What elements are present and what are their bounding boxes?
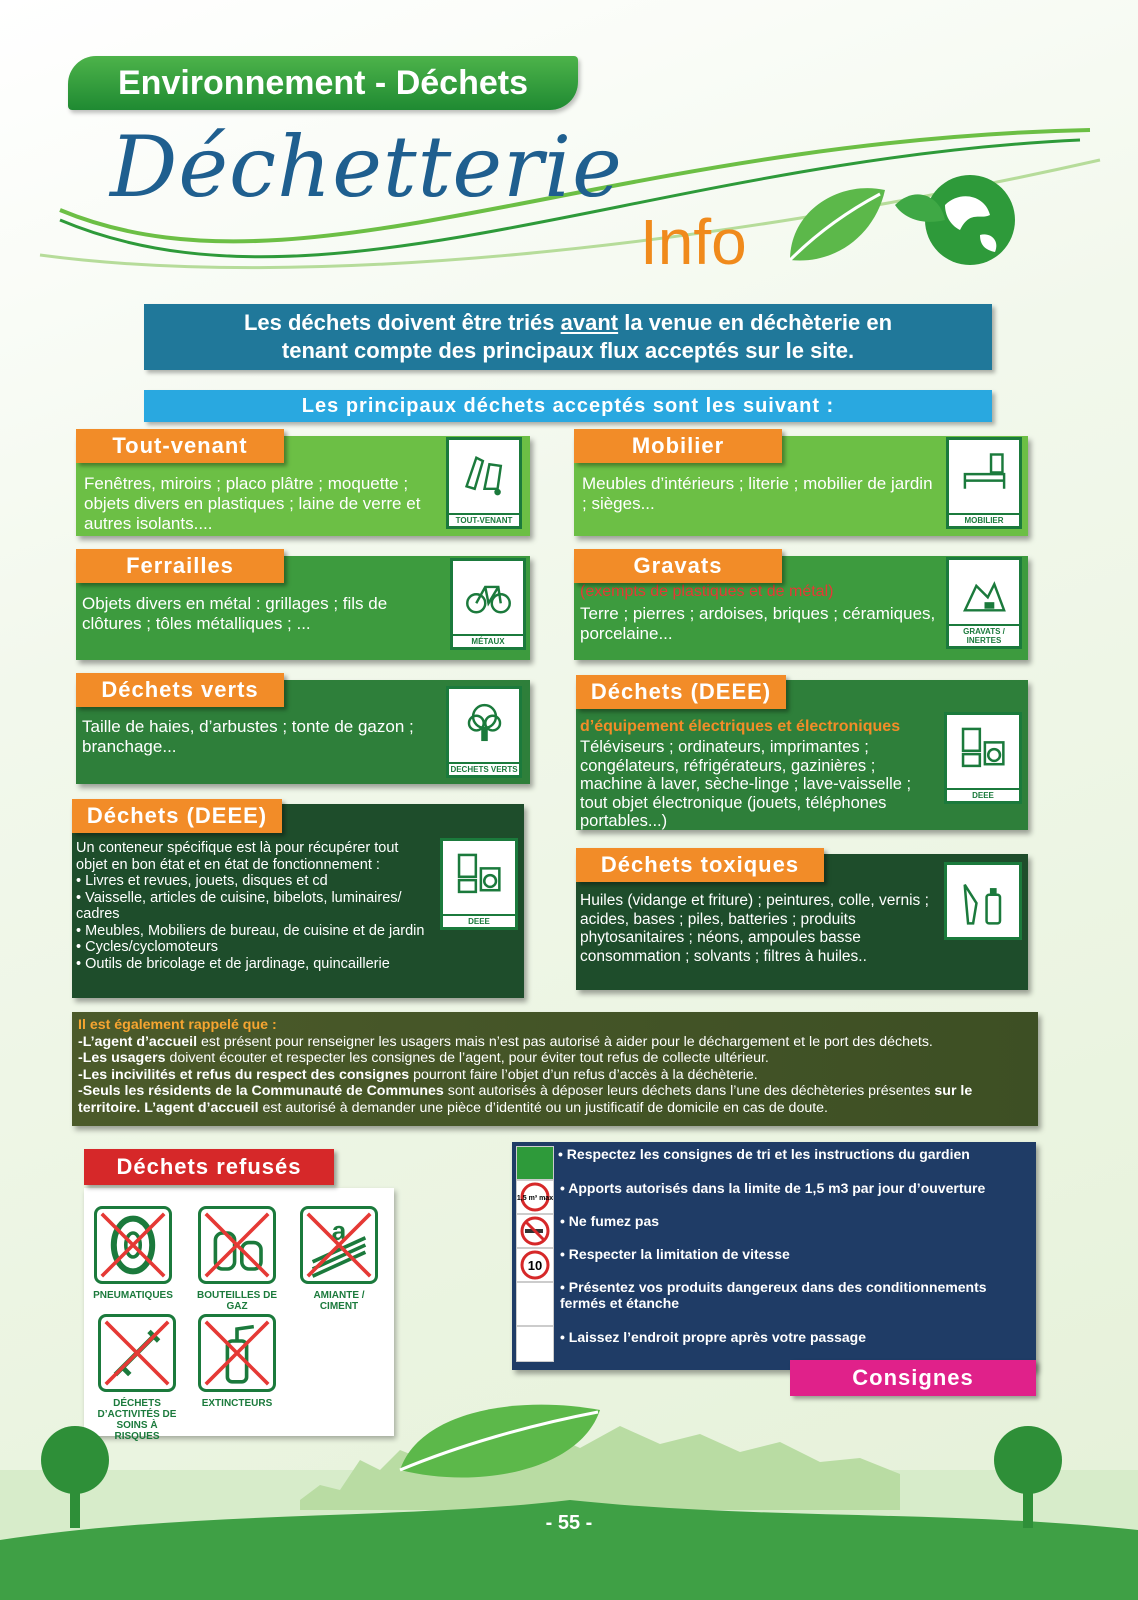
svg-text:10: 10 [527,1258,543,1273]
dechets-verts-icon-card: DECHETS VERTS [446,686,522,778]
hazardous-products-icon [516,1282,554,1326]
ferrailles-icon-card: MÉTAUX [450,558,526,650]
deee-left-item: • Cycles/cyclomoteurs [76,939,219,955]
tab-deee-left: Déchets (DEEE) [72,799,282,833]
speed-limit-icon [516,1248,554,1282]
gravats-note: (exempts de plastiques et de métal) [580,583,834,600]
tree-icon [460,693,509,753]
svg-text:1,5 m³ max: 1,5 m³ max [517,1195,553,1202]
deee-right-text: Téléviseurs ; ordinateurs, imprimantes ; congélateurs, réfrigérateurs, gazinières ; machine à laver, sèche-linge ; lave-vaisselle ; tout objet électronique (jouets, téléphones portables...) [580,738,912,830]
tout-venant-icon [460,444,509,504]
consigne-item: • Respecter la limitation de vitesse [560,1246,790,1262]
refused-item: DÉCHETS D’ACTIVITÉS DE SOINS À RISQUES [94,1314,180,1442]
deee-left-item: • Outils de bricolage et de jardinage, quincaillerie [76,955,390,972]
tab-mobilier: Mobilier [574,429,782,463]
extinguisher-icon [201,1317,273,1389]
consignes-box [512,1142,1036,1370]
tab-deee-right: Déchets (DEEE) [576,675,786,709]
deee-right-subtitle: d’équipement électriques et électroniques [580,718,901,735]
deee-left-text: Un conteneur spécifique est là pour récupérer tout objet en bon état et en état de fonctionnement : • Livres et revues, jouets, disques et cd • Vaisselle, articles de cuisine, bibelots, luminaires/ cadres • Meubles, Mobiliers de bureau, de cuisine et de jardin • Cycles/cyclomoteurs • Outils de bricolage et de jardinage, quincaillerie [76,840,428,972]
page-title: Déchetterie [110,118,623,216]
tab-toxiques: Déchets toxiques [576,848,824,882]
refused-title: Déchets refusés [84,1149,334,1185]
svg-text:a: a [331,1216,347,1247]
appliances-icon [958,719,1008,779]
appliances-icon [454,845,504,905]
broom-icon [516,1326,554,1362]
dechets-verts-text: Taille de haies, d’arbustes ; tonte de gazon ; branchage... [82,717,414,756]
rubble-icon [960,564,1009,624]
page-number: - 55 - [545,1512,593,1534]
reminder-box: Il est également rappelé que : -L’agent d’accueil est présent pour renseigner les usagers mais n’est pas autorisé à aider pour le déchargement et le port des déchets. -Les usagers doivent écouter et respecter les consignes de l’agent, pour éviter tout refus de collecte ultérieur. -Les incivilités et refus du respect des consignes pourront faire l’objet d’un refus d’accès à la déchèterie. -Seuls les résidents de la Communauté de Communes sont autorisés à déposer leurs déchets dans l’une des déchèteries présentes sur le territoire. L’agent d’accueil est autorisé à demander une pièce d’identité ou un justificatif de domicile en cas de doute. [72,1012,1038,1126]
reminder-lead: Il est également rappelé que : [78,1017,277,1033]
consigne-item: • Présentez vos produits dangereux dans des conditionnements fermés et étanche [560,1279,987,1311]
deee-left-item: • Vaisselle, articles de cuisine, bibelots, luminaires/ cadres [76,889,402,922]
globe-icon [890,160,1030,280]
deee-left-item: • Meubles, Mobiliers de bureau, de cuisine et de jardin [76,922,425,939]
ferrailles-text: Objets divers en métal : grillages ; fils de clôtures ; tôles métalliques ; ... [82,594,388,633]
consignes-title: Consignes [790,1360,1036,1396]
toxiques-icon-card [944,862,1022,940]
toxiques-text: Huiles (vidange et friture) ; peintures, colle, vernis ; acides, bases ; piles, batteries ; produits phytosanitaires ; néons, ampoules basse consommation ; solvants ; filtres à huiles.. [580,892,929,965]
deee-left-item: • Livres et revues, jouets, disques et cd [76,873,328,889]
bicycle-icon [464,565,513,625]
consigne-item: • Laissez l’endroit propre après votre passage [560,1329,867,1345]
gravats-text: Terre ; pierres ; ardoises, briques ; céramiques, porcelaine... [580,604,936,643]
paint-spray-icon [958,878,1008,928]
refused-item: a AMIANTE / CIMENT [296,1206,382,1312]
guardian-icon [516,1146,554,1180]
refused-item: BOUTEILLES DE GAZ [194,1206,280,1312]
tab-tout-venant: Tout-venant [76,429,284,463]
deee-left-icon-card: DEEE [440,838,518,930]
tire-icon [97,1209,169,1281]
footer-landscape [0,1390,1138,1600]
asbestos-icon [303,1209,375,1281]
consigne-item: • Ne fumez pas [560,1213,660,1229]
consigne-item: • Apports autorisés dans la limite de 1,5 m3 par jour d’ouverture [560,1180,986,1196]
tab-gravats: Gravats [574,549,782,583]
no-smoking-icon [516,1214,554,1248]
refused-item: PNEUMATIQUES [90,1206,176,1301]
syringe-icon [101,1317,173,1389]
tab-ferrailles: Ferrailles [76,549,284,583]
intro-message: Les déchets doivent être triés avant la venue en déchèterie en tenant compte des principaux flux acceptés sur le site. [144,304,992,370]
mobilier-icon-card: MOBILIER [946,437,1022,529]
page-subtitle: Info [640,206,747,278]
accepted-heading: Les principaux déchets acceptés sont les suivant : [144,390,992,422]
gas-bottle-icon [201,1209,273,1281]
tout-venant-icon-card: TOUT-VENANT [446,437,522,529]
bed-icon [960,444,1009,504]
mobilier-text: Meubles d’intérieurs ; literie ; mobilier de jardin ; sièges... [582,474,933,513]
consignes-icons [516,1146,560,1362]
gravats-icon-card: GRAVATS / INERTES [946,557,1022,649]
leaf-icon [780,180,890,270]
refused-item: EXTINCTEURS [194,1314,280,1409]
consigne-item: • Respectez les consignes de tri et les instructions du gardien [558,1146,970,1162]
tout-venant-text: Fenêtres, miroirs ; placo plâtre ; moquette ; objets divers en plastiques ; laine de verre et autres isolants.... [84,474,421,533]
volume-limit-icon [516,1180,554,1214]
tab-dechets-verts: Déchets verts [76,673,284,707]
deee-right-icon-card: DEEE [944,712,1022,804]
section-title: Environnement - Déchets [68,56,578,110]
